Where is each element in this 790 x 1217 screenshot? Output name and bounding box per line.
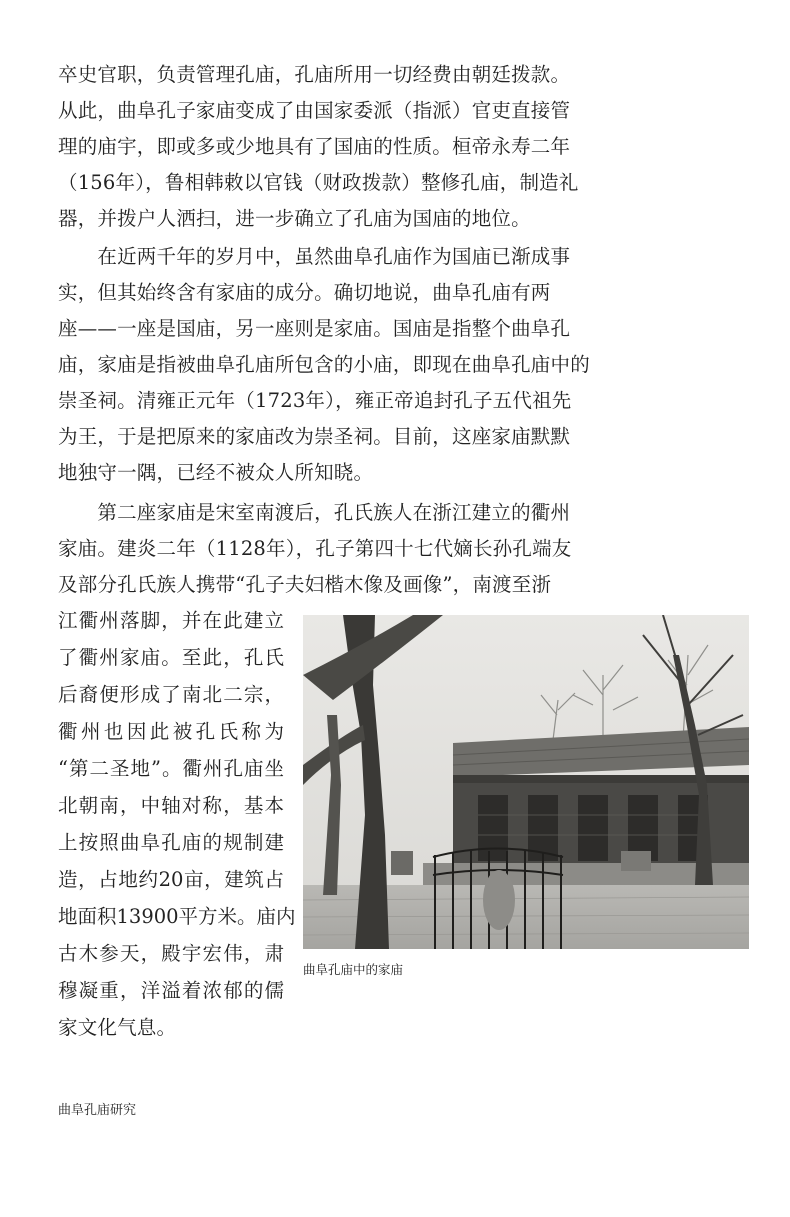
text-line: 穆凝重，洋溢着浓郁的儒: [58, 979, 284, 1002]
text-line: 卒史官职，负责管理孔庙，孔庙所用一切经费由朝廷拨款。: [58, 63, 571, 86]
text-line: 在近两千年的岁月中，虽然曲阜孔庙作为国庙已渐成事: [58, 245, 571, 268]
text-line: 庙，家庙是指被曲阜孔庙所包含的小庙，即现在曲阜孔庙中的: [58, 353, 590, 376]
text-line: 器，并拨户人洒扫，进一步确立了孔庙为国庙的地位。: [58, 207, 531, 230]
text-line: 家庙。建炎二年（1128年），孔子第四十七代嫡长孙孔端友: [58, 537, 572, 560]
text-line: 后裔便形成了南北二宗，: [58, 683, 284, 706]
text-line: 造，占地约20亩，建筑占: [58, 868, 284, 891]
text-line: 及部分孔氏族人携带“孔子夫妇楷木像及画像”，南渡至浙: [58, 573, 552, 596]
text-line: （156年），鲁相韩敕以官钱（财政拨款）整修孔庙，制造礼: [58, 171, 579, 194]
text-line: 衢州也因此被孔氏称为: [58, 720, 284, 743]
text-line: “第二圣地”。衢州孔庙坐: [58, 757, 284, 780]
temple-photo: [303, 615, 749, 949]
text-line: 实，但其始终含有家庙的成分。确切地说，曲阜孔庙有两: [58, 281, 551, 304]
text-line: 为王，于是把原来的家庙改为崇圣祠。目前，这座家庙默默: [58, 425, 571, 448]
text-line: 了衢州家庙。至此，孔氏: [58, 646, 284, 669]
text-line: 第二座家庙是宋室南渡后，孔氏族人在浙江建立的衢州: [58, 501, 571, 524]
text-line: 北朝南，中轴对称，基本: [58, 794, 284, 817]
text-line: 从此，曲阜孔子家庙变成了由国家委派（指派）官吏直接管: [58, 99, 571, 122]
text-line: 上按照曲阜孔庙的规制建: [58, 831, 284, 854]
text-line: 地独守一隅，已经不被众人所知晓。: [58, 461, 374, 484]
text-line: 古木参天，殿宇宏伟，肃: [58, 942, 284, 965]
running-title: 曲阜孔庙研究: [58, 1103, 137, 1118]
text-line: 崇圣祠。清雍正元年（1723年），雍正帝追封孔子五代祖先: [58, 389, 572, 412]
text-line: 座——一座是国庙，另一座则是家庙。国庙是指整个曲阜孔: [58, 317, 571, 340]
text-line: 理的庙宇，即或多或少地具有了国庙的性质。桓帝永寿二年: [58, 135, 571, 158]
text-line: 江衢州落脚，并在此建立: [58, 609, 284, 632]
text-line: 地面积13900平方米。庙内: [58, 905, 296, 928]
text-line: 家文化气息。: [58, 1016, 177, 1039]
figure-caption: 曲阜孔庙中的家庙: [303, 962, 404, 977]
